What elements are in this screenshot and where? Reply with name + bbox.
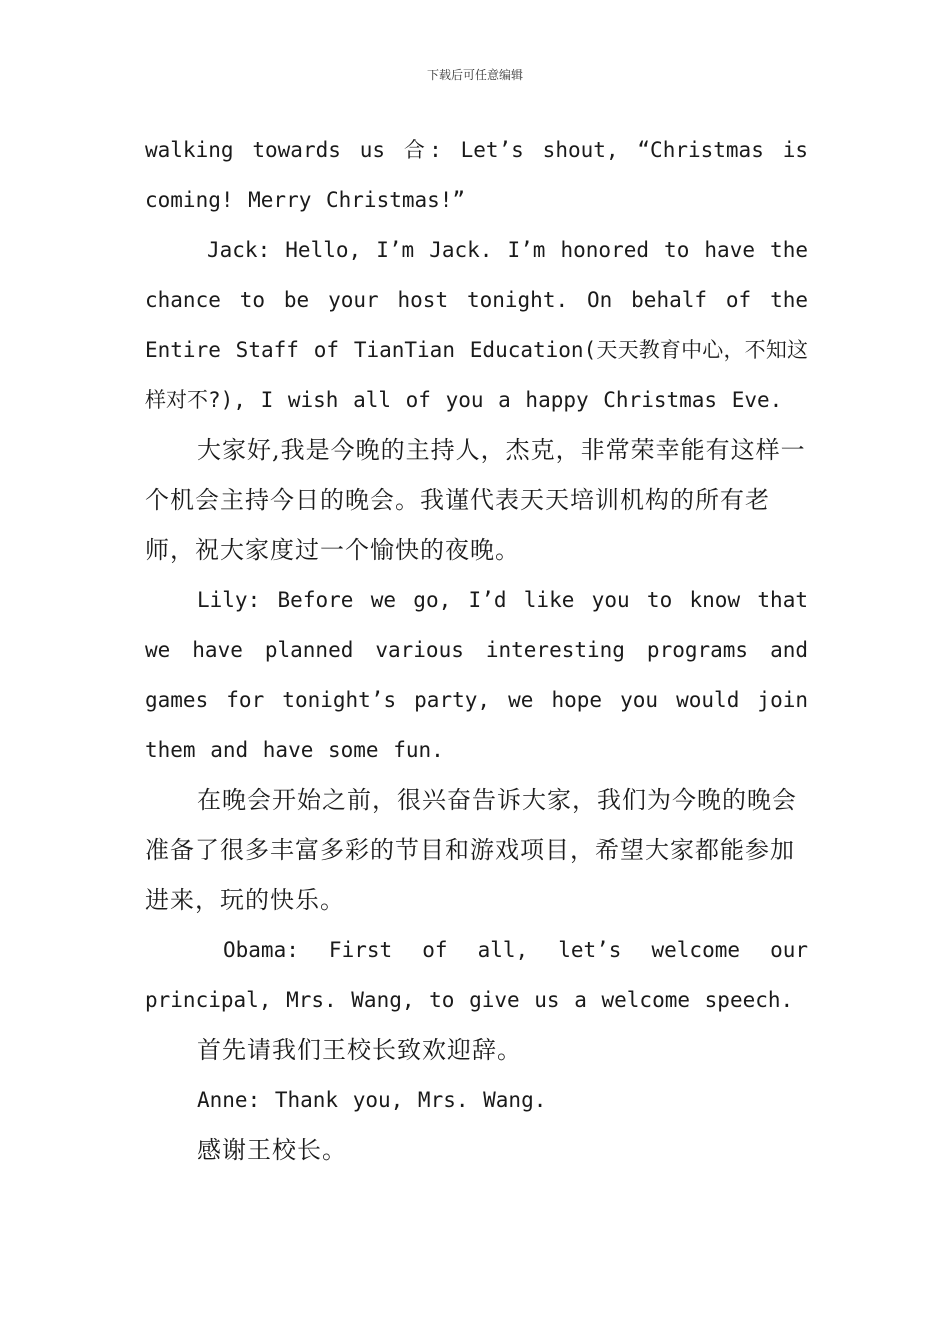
paragraph-jack: Jack: Hello, I’m Jack. I’m honored to have the chance to be your host tonight. On behalf of the Entire Staff of TianTian Education(天天教育中心，不知这样对不?), I wish all of you a happy Christmas Eve. [145, 238, 808, 412]
paragraph-anne-chinese: 感谢王校长。 [197, 1136, 347, 1164]
paragraph-obama: Obama: First of all, let’s welcome our principal, Mrs. Wang, to give us a welcome speech. [145, 938, 808, 1012]
paragraph-lily: Lily: Before we go, I’d like you to know that we have planned various interesting programs and games for tonight’s party, we hope you would join them and have some fun. [145, 588, 808, 762]
paragraph-jack-chinese: 大家好,我是今晚的主持人，杰克，非常荣幸能有这样一个机会主持今日的晚会。我谨代表天天培训机构的所有老师，祝大家度过一个愉快的夜晚。 [145, 436, 806, 564]
paragraph-continuation: walking towards us 合: Let’s shout, “Christmas is coming! Merry Christmas!” [145, 138, 808, 212]
document-body [145, 125, 808, 1175]
paragraph-obama-chinese: 首先请我们王校长致欢迎辞。 [197, 1036, 522, 1064]
paragraph-anne: Anne: Thank you, Mrs. Wang. [197, 1088, 547, 1112]
page-header: 下载后可任意编辑 [426, 68, 523, 82]
paragraph-lily-chinese: 在晚会开始之前，很兴奋告诉大家，我们为今晚的晚会准备了很多丰富多彩的节目和游戏项目，希望大家都能参加进来，玩的快乐。 [145, 786, 797, 914]
